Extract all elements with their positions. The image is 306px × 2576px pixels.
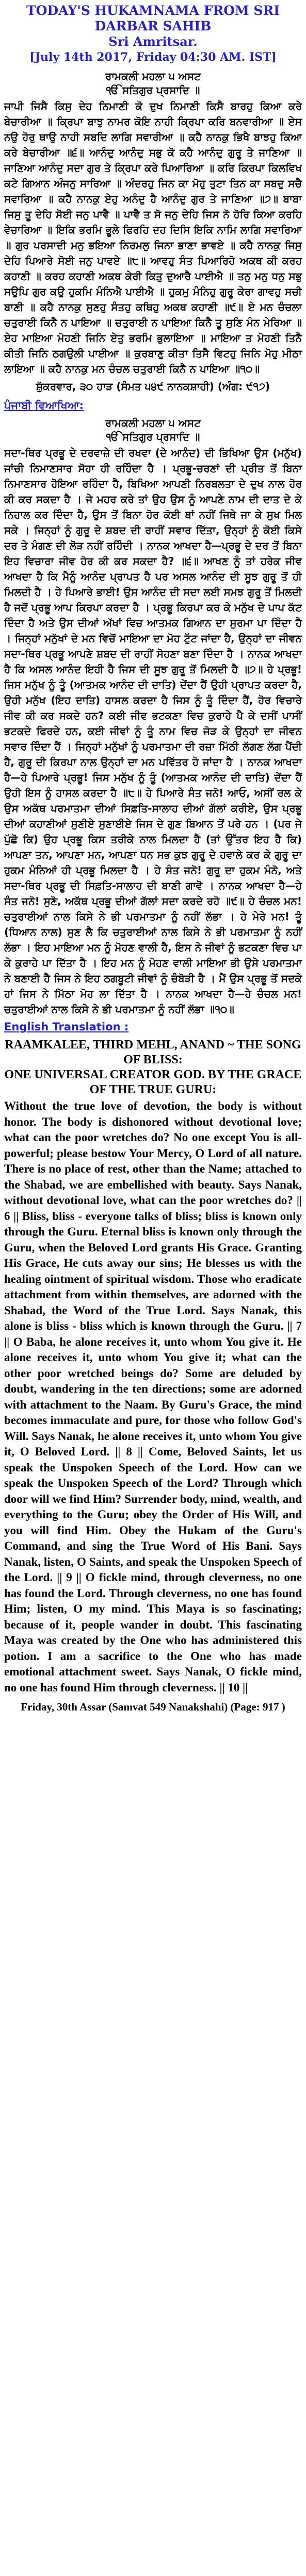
gurmukhi-section (4, 70, 302, 394)
english-translation-text: Without the true love of devotion, the body is without honor. The body is dishonored without devotional love; what can the poor wretches do? No one except You is all-powerful; please bestow Your Mercy, O Lord of all nature. There is no place of rest, other than the Name; attached to the Shabad, we are embellished with beauty. Says Nanak, without devotional love, what can the poor wretches do? || 6 || Bliss, bliss - everyone talks of bliss; bliss is known only through the Guru. Eternal bliss is known only through the Guru, when the Beloved Lord grants His Grace. Granting His Grace, He cuts away our sins; He blesses us with the healing ointment of spiritual wisdom. Those who eradicate attachment from within themselves, are adorned with the Shabad, the Word of the True Lord. Says Nanak, this alone is bliss - bliss which is known through the Guru. || 7 || O Baba, he alone receives it, unto whom You give it. He alone receives it, unto whom You give it; what can the other poor wretched beings do? Some are deluded by doubt, wandering in the ten directions; some are adorned with attachment to the Naam. By Guru's Grace, the mind becomes immaculate and pure, for those who follow God's Will. Says Nanak, he alone receives it, unto whom You give it, O Beloved Lord. || 8 || Come, Beloved Saints, let us speak the Unspoken Speech of the Lord. How can we speak the Unspoken Speech of the Lord? Through which door will we find Him? Surrender body, mind, wealth, and everything to the Guru; obey the Order of His Will, and you will find Him. Obey the Hukam of the Guru's Command, and sing the True Word of His Bani. Says Nanak, listen, O Saints, and speak the Unspoken Speech of the Lord. || 9 || O fickle mind, through cleverness, no one has found the Lord. Through cleverness, no one has found Him; listen, O my mind. This Maya is so fascinating; because of it, people wander in doubt. This fascinating Maya was created by the One who has administered this potion. I am a sacrifice to the One who has made emotional attachment sweet. Says Nanak, O fickle mind, no one has found Him through cleverness. || 10 || (4, 1099, 302, 1694)
date-line: [July 14th 2017, Friday 04:30 AM. IST] (29, 50, 277, 64)
gurmukhi-raag-heading: ਰਾਮਕਲੀ ਮਹਲਾ ੫ ਅਸਟ (105, 70, 201, 82)
punjabi-explanation-text: ਸਦਾ-ਥਿਰ ਪ੍ਰਭੂ ਦੇ ਦਰਵਾਜ਼ੇ ਦੀ ਰਖਵਾ (ਦੇ ਆਨੰਦ) ਦੀ ਭਿਖਿਆ ਉਸ (ਮਨੁੱਖ) ਜਾਂਚੀ ਨਿਮਾਣਸਾਰ ਸੋਹਾ ਹੀ ਰਹਿੰਦਾ ਹੈ । ਪ੍ਰਭੂ-ਚਰਣਾਂ ਦੀ ਪ੍ਰੀਤ ਤੋਂ ਬਿਨਾ ਨਿਮਾਣਸਾਰ ਹੋਇਆ ਰਹਿੰਦਾ ਹੈ, ਬਿਖਿਆ ਆਪਣੀ ਨਿਰਬਲਤਾ ਦੇ ਦੁਖ ਨਾਲ ਹੋਰ ਕੀ ਕਰ ਸਕਦਾ ਹੈ । ਜੇ ਮਹਰ ਕਰੇ ਤਾਂ ਉਹ ਉਸ ਨੂੰ ਆਪਣੇ ਨਾਮ ਦੀ ਦਾਤ ਦੇ ਕੇ ਨਿਹਾਲ ਕਰ ਦਿੰਦਾ ਹੈ, ਉਸ ਤੋਂ ਬਿਨਾ ਹੋਰ ਕੋਈ ਥਾਂ ਨਹੀਂ ਜਿਥੇ ਜਾ ਕੇ ਸੁਖ ਮਿਲ ਸਕੇ । ਜਿਨ੍ਹਾਂ ਨੂੰ ਗੁਰੂ ਦੇ ਸ਼ਬਦ ਦੀ ਰਾਹੀਂ ਸਵਾਰ ਦਿੱਤਾ, ਉਨ੍ਹਾਂ ਨੂੰ ਕੋਈ ਕਿਸੇ ਦਰ ਤੇ ਮੰਗਣ ਦੀ ਲੋੜ ਨਹੀਂ ਰਹਿੰਦੀ । ਨਾਨਕ ਆਖਦਾ ਹੈ—ਪ੍ਰਭੂ ਦੇ ਦਰ ਤੋਂ ਬਿਨਾ ਇਹ ਵਿਚਾਰਾ ਜੀਵ ਹੋਰ ਕੀ ਕਰ ਸਕਦਾ ਹੈ? ॥੬॥ ਆਖਣ ਨੂੰ ਤਾਂ ਹਰੇਕ ਜੀਵ ਆਖਦਾ ਹੈ ਕਿ ਮੈਨੂੰ ਆਨੰਦ ਪ੍ਰਾਪਤ ਹੈ ਪਰ ਅਸਲ ਆਨੰਦ ਦੀ ਸੂਝ ਗੁਰੂ ਤੋਂ ਹੀ ਮਿਲਦੀ ਹੈ । ਹੇ ਪਿਆਰੇ ਭਾਈ! ਉਸ ਆਨੰਦ ਦੀ ਸਦਾ ਲਈ ਸਮਝ ਗੁਰੂ ਤੋਂ ਮਿਲਦੀ ਹੈ ਜਦੋਂ ਪ੍ਰਭੂ ਆਪ ਕਿਰਪਾ ਕਰਦਾ ਹੈ । ਪ੍ਰਭੂ ਕਿਰਪਾ ਕਰ ਕੇ ਮਨੁੱਖ ਦੇ ਪਾਪ ਕੱਟ ਦਿੰਦਾ ਹੈ ਅਤੇ ਉਸ ਦੀਆਂ ਅੱਖਾਂ ਵਿਚ ਆਤਮਕ ਗਿਆਨ ਦਾ ਸੁਰਮਾ ਪਾ ਦਿੰਦਾ ਹੈ । ਜਿਨ੍ਹਾਂ ਮਨੁੱਖਾਂ ਦੇ ਮਨ ਵਿਚੋਂ ਮਾਇਆ ਦਾ ਮੋਹ ਟੁੱਟ ਜਾਂਦਾ ਹੈ, ਉਨ੍ਹਾਂ ਦਾ ਜੀਵਨ ਸਦਾ-ਥਿਰ ਪ੍ਰਭੂ ਆਪਣੇ ਸ਼ਬਦ ਦੀ ਰਾਹੀਂ ਸੋਹਣਾ ਬਣਾ ਦਿੰਦਾ ਹੈ । ਨਾਨਕ ਆਖਦਾ ਹੈ ਕਿ ਅਸਲ ਆਨੰਦ ਇਹੀ ਹੈ ਜਿਸ ਦੀ ਸੂਝ ਗੁਰੂ ਤੋਂ ਮਿਲਦੀ ਹੈ ॥੭॥ ਹੇ ਪ੍ਰਭੂ! ਜਿਸ ਮਨੁੱਖ ਨੂੰ ਤੂੰ (ਆਤਮਕ ਆਨੰਦ ਦੀ ਦਾਤਿ) ਦੇਂਦਾ ਹੈਂ ਉਹੀ ਪ੍ਰਾਪਤ ਕਰਦਾ ਹੈ, ਉਹੀ ਮਨੁੱਖ (ਇਹ ਦਾਤਿ) ਹਾਸਲ ਕਰਦਾ ਹੈ ਜਿਸ ਨੂੰ ਤੂੰ ਦਿੰਦਾ ਹੈਂ, ਹੋਰ ਵਿਚਾਰੇ ਜੀਵ ਕੀ ਕਰ ਸਕਦੇ ਹਨ? ਕਈ ਜੀਵ ਭਟਕਣਾ ਵਿਚ ਕੁਰਾਹੇ ਪੈ ਕੇ ਦਸੀਂ ਪਾਸੀਂ ਭਟਕਦੇ ਫਿਰਦੇ ਹਨ, ਕਈ ਜੀਵਾਂ ਨੂੰ ਤੂੰ ਨਾਮ ਵਿਚ ਜੋੜ ਕੇ ਉਨ੍ਹਾਂ ਦਾ ਜੀਵਨ ਸਵਾਰ ਦਿੰਦਾ ਹੈਂ । ਜਿਨ੍ਹਾਂ ਮਨੁੱਖਾਂ ਨੂੰ ਪਰਮਾਤਮਾ ਦੀ ਰਜ਼ਾ ਮਿੱਠੀ ਲੱਗਣ ਲੱਗ ਪੈਂਦੀ ਹੈ, ਗੁਰੂ ਦੀ ਕਿਰਪਾ ਨਾਲ ਉਨ੍ਹਾਂ ਦਾ ਮਨ ਪਵਿੱਤਰ ਹੋ ਜਾਂਦਾ ਹੈ । ਨਾਨਕ ਆਖਦਾ ਹੈ—ਹੇ ਪਿਆਰੇ ਪ੍ਰਭੂ! ਜਿਸ ਮਨੁੱਖ ਨੂੰ ਤੂੰ (ਆਤਮਕ ਆਨੰਦ ਦੀ ਦਾਤਿ) ਦੇਂਦਾ ਹੈਂ ਉਹੀ ਇਸ ਨੂੰ ਹਾਸਲ ਕਰਦਾ ਹੈ ॥੮॥ ਹੇ ਪਿਆਰੇ ਸੰਤ ਜਨੋ! ਆਓ, ਅਸੀਂ ਰਲ ਕੇ ਉਸ ਅਕੱਥ ਪਰਮਾਤਮਾ ਦੀਆਂ ਸਿਫ਼ਤਿ-ਸਾਲਾਹ ਦੀਆਂ ਗੱਲਾਂ ਕਰੀਏ, ਉਸ ਪ੍ਰਭੂ ਦੀਆਂ ਕਹਾਣੀਆਂ ਸੁਣੀਏ ਸੁਣਾਈਏ ਜਿਸ ਦੇ ਗੁਣ ਬਿਆਨ ਤੋਂ ਪਰੇ ਹਨ । (ਪਰ ਜੇ ਪੁੱਛੋ ਕਿ) ਉਹ ਪ੍ਰਭੂ ਕਿਸ ਤਰੀਕੇ ਨਾਲ ਮਿਲਦਾ ਹੈ (ਤਾਂ ਉੱਤਰ ਇਹ ਹੈ ਕਿ) ਆਪਣਾ ਤਨ, ਆਪਣਾ ਮਨ, ਆਪਣਾ ਧਨ ਸਭ ਕੁਝ ਗੁਰੂ ਦੇ ਹਵਾਲੇ ਕਰ ਕੇ ਗੁਰੂ ਦਾ ਹੁਕਮ ਮੰਨਿਆਂ ਹੀ ਪ੍ਰਭੂ ਮਿਲਦਾ ਹੈ । ਹੇ ਸੰਤ ਜਨੋ! ਗੁਰੂ ਦਾ ਹੁਕਮ ਮੰਨੋ, ਅਤੇ ਸਦਾ-ਥਿਰ ਪ੍ਰਭੂ ਦੀ ਸਿਫ਼ਤਿ-ਸਾਲਾਹ ਦੀ ਬਾਣੀ ਗਾਵੋ । ਨਾਨਕ ਆਖਦਾ ਹੈ—ਹੇ ਸੰਤ ਜਨੋ! ਸੁਣੋ, ਅਕੱਥ ਪ੍ਰਭੂ ਦੀਆਂ ਗੱਲਾਂ ਸਦਾ ਕਰਦੇ ਰਹੋ ॥੯॥ ਹੇ ਚੰਚਲ ਮਨ! ਚਤੁਰਾਈਆਂ ਨਾਲ ਕਿਸੇ ਨੇ ਭੀ ਪਰਮਾਤਮਾ ਨੂੰ ਨਹੀਂ ਲੱਭਾ । ਹੇ ਮੇਰੇ ਮਨ! ਤੂੰ (ਧਿਆਨ ਨਾਲ) ਸੁਣ ਲੈ ਕਿ ਚਤੁਰਾਈਆਂ ਨਾਲ ਕਿਸੇ ਨੇ ਭੀ ਪਰਮਾਤਮਾ ਨੂੰ ਨਹੀਂ ਲੱਭਾ । ਇਹ ਮਾਇਆ ਮਨ ਨੂੰ ਮੋਹਣ ਵਾਲੀ ਹੈ, ਇਸ ਨੇ ਜੀਵਾਂ ਨੂੰ ਭਟਕਣਾ ਵਿਚ ਪਾ ਕੇ ਕੁਰਾਹੇ ਪਾ ਦਿੱਤਾ ਹੈ । ਇਹ ਮਨ ਨੂੰ ਮੋਹਣ ਵਾਲੀ ਮਾਇਆ ਭੀ ਉਸੇ ਪਰਮਾਤਮਾ ਨੇ ਬਣਾਈ ਹੈ ਜਿਸ ਨੇ ਇਹ ਠਗਬੂਟੀ ਜੀਵਾਂ ਨੂੰ ਚੰਬੋੜੀ ਹੈ । ਮੈਂ ਉਸ ਪ੍ਰਭੂ ਤੋਂ ਸਦਕੇ ਹਾਂ ਜਿਸ ਨੇ ਮਿੱਠਾ ਮੋਹ ਲਾ ਦਿੱਤਾ ਹੈ । ਨਾਨਕ ਆਖਦਾ ਹੈ—ਹੇ ਚੰਚਲ ਮਨ! ਚਤੁਰਾਈਆਂ ਨਾਲ ਕਿਸੇ ਨੇ ਭੀ ਪਰਮਾਤਮਾ ਨੂੰ ਨਹੀਂ ਲੱਭਾ ॥੧੦॥ (4, 447, 302, 1015)
footer-date: Friday, 30th Assar (Samvat 549 Nanakshahi) (Page: 917 ) (21, 1701, 285, 1713)
gurmukhi-shabad-text: ਜਾਪੀ ਜਿਸੈ ਕਿਸੁ ਦੇਹ ਨਿਮਾਣੀ ਕੋ ਦੁਖ ਨਿਮਾਣੀ ਕਿਸੈ ਬਾਰਹੁ ਕਿਆ ਕਰੇ ਬੇਚਾਰੀਆ ॥ ਕ੍ਰਿਪਾ ਬਾਝੁ ਨਾਮਰ ਕੋਇ ਨਾਹੀ ਕ੍ਰਿਪਾ ਕਰਿ ਬਨਵਾਰੀਆ ॥ ਏਸ ਨਉ ਹੋਰੁ ਥਾਉ ਨਾਹੀ ਸਬਦਿ ਲਾਗਿ ਸਵਾਰੀਆ ॥ ਕਹੈ ਨਾਨਕੁ ਭਿਖੈ ਬਾਝਹੁ ਕਿਆ ਕਰੇ ਬੇਚਾਰੀਆ ॥੬॥ ਆਨੰਦੁ ਆਨੰਦੁ ਸਭੁ ਕੋ ਕਹੈ ਆਨੰਦੁ ਗੁਰੂ ਤੇ ਜਾਣਿਆ ॥ ਜਾਣਿਆ ਆਨੰਦੁ ਸਦਾ ਗੁਰ ਤੇ ਕ੍ਰਿਪਾ ਕਰੇ ਪਿਆਰਿਆ ॥ ਕਰਿ ਕਿਰਪਾ ਕਿਲਵਿਖ ਕਟੇ ਗਿਆਨ ਅੰਜਨੁ ਸਾਰਿਆ ॥ ਅੰਦਰਹੁ ਜਿਨ ਕਾ ਮੋਹੁ ਤੁਟਾ ਤਿਨ ਕਾ ਸਬਦੁ ਸਚੈ ਸਵਾਰਿਆ ॥ ਕਹੈ ਨਾਨਕੁ ਏਹੁ ਅਨੰਦੁ ਹੈ ਆਨੰਦੁ ਗੁਰ ਤੇ ਜਾਣਿਆ ॥੭॥ ਬਾਬਾ ਜਿਸੁ ਤੂ ਦੇਹਿ ਸੋਈ ਜਨੁ ਪਾਵੈ ॥ ਪਾਵੈ ਤ ਸੋ ਜਨੁ ਦੇਹਿ ਜਿਸ ਨੋ ਹੋਰਿ ਕਿਆ ਕਰਹਿ ਵੇਚਾਰਿਆ ॥ ਇਕਿ ਭਰਮਿ ਭੂਲੇ ਫਿਰਹਿ ਦਹ ਦਿਸਿ ਇਕਿ ਨਾਮਿ ਲਾਗਿ ਸਵਾਰਿਆ ॥ ਗੁਰ ਪਰਸਾਦੀ ਮਨੁ ਭਇਆ ਨਿਰਮਲੁ ਜਿਨਾ ਭਾਣਾ ਭਾਵਏ ॥ ਕਹੈ ਨਾਨਕੁ ਜਿਸੁ ਦੇਹਿ ਪਿਆਰੇ ਸੋਈ ਜਨੁ ਪਾਵਏ ॥੮॥ ਆਵਹੁ ਸੰਤ ਪਿਆਰਿਹੋ ਅਕਥ ਕੀ ਕਰਹ ਕਹਾਣੀ ॥ ਕਰਹ ਕਹਾਣੀ ਅਕਥ ਕੇਰੀ ਕਿਤੁ ਦੁਆਰੈ ਪਾਈਐ ॥ ਤਨੁ ਮਨੁ ਧਨੁ ਸਭੁ ਸਉਪਿ ਗੁਰ ਕਉ ਹੁਕਮਿ ਮੰਨਿਐ ਪਾਈਐ ॥ ਹੁਕਮੁ ਮੰਨਿਹੁ ਗੁਰੂ ਕੇਰਾ ਗਾਵਹੁ ਸਚੀ ਬਾਣੀ ॥ ਕਹੈ ਨਾਨਕੁ ਸੁਣਹੁ ਸੰਤਹੁ ਕਥਿਹੁ ਅਕਥ ਕਹਾਣੀ ॥੯॥ ਏ ਮਨ ਚੰਚਲਾ ਚਤੁਰਾਈ ਕਿਨੈ ਨ ਪਾਇਆ ॥ ਚਤੁਰਾਈ ਨ ਪਾਇਆ ਕਿਨੈ ਤੂ ਸੁਣਿ ਮੰਨ ਮੇਰਿਆ ॥ ਏਹ ਮਾਇਆ ਮੋਹਣੀ ਜਿਨਿ ਏਤੁ ਭਰਮਿ ਭੁਲਾਇਆ ॥ ਮਾਇਆ ਤ ਮੋਹਣੀ ਤਿਨੈ ਕੀਤੀ ਜਿਨਿ ਠਗਉਲੀ ਪਾਈਆ ॥ ਕੁਰਬਾਣੁ ਕੀਤਾ ਤਿਸੈ ਵਿਟਹੁ ਜਿਨਿ ਮੋਹੁ ਮੀਠਾ ਲਾਇਆ ॥ ਕਹੈ ਨਾਨਕੁ ਮਨ ਚੰਚਲ ਚਤੁਰਾਈ ਕਿਨੈ ਨ ਪਾਇਆ ॥੧੦॥ (4, 100, 302, 375)
english-section (4, 1019, 302, 1696)
page-title: TODAY'S HUKAMNAMA FROM SRI DARBAR SAHIB (26, 3, 280, 33)
english-raag-heading: RAAMKALEE, THIRD MEHL, ANAND ~ THE SONG OF BLISS: (5, 1038, 301, 1066)
english-mool-line: ONE UNIVERSAL CREATOR GOD. BY THE GRACE OF THE TRUE GURU: (4, 1068, 302, 1096)
gurmukhi-date-footer: ਸ਼ੁੱਕਰਵਾਰ, ੩੦ ਹਾੜ (ਸੰਮਤ ੫੪੯ ਨਾਨਕਸ਼ਾਹੀ) (ਅੰਗ: ੯੧੭) (36, 380, 270, 393)
punjabi-raag-heading: ਰਾਮਕਲੀ ਮਹਲਾ ੫ ਅਸਟ (105, 417, 201, 429)
punjabi-section-label: ਪੰਜਾਬੀ ਵਿਆਖਿਆ: (4, 399, 84, 412)
location-subtitle: Sri Amritsar. (108, 34, 198, 49)
punjabi-section (4, 398, 302, 1017)
punjabi-mool-line: ੴ ਸਤਿਗੁਰ ਪ੍ਰਸਾਦਿ ॥ (106, 431, 200, 443)
gurmukhi-mool-line: ੴ ਸਤਿਗੁਰ ਪ੍ਰਸਾਦਿ ॥ (106, 84, 200, 96)
english-section-label: English Translation : (4, 1021, 129, 1033)
